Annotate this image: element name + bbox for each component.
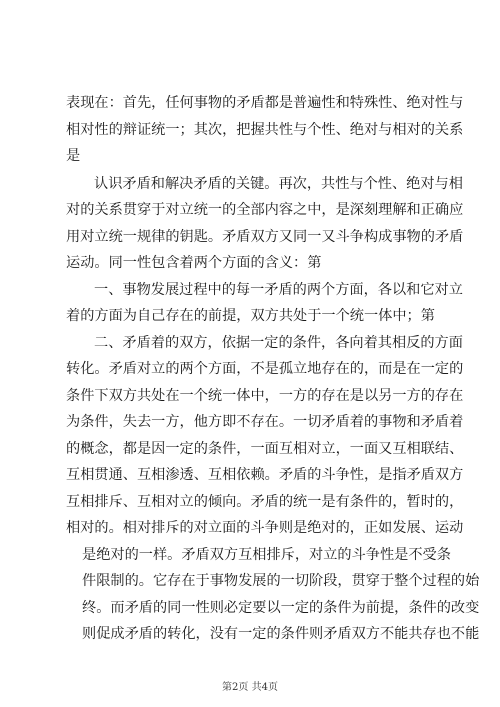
body-line-16: 互相排斥、互相对立的倾向。矛盾的统一是有条件的，暂时的， — [66, 494, 464, 510]
body-line-15: 互相贯通、互相渗透、互相依赖。矛盾的斗争性，是指矛盾双方 — [66, 467, 464, 483]
body-line-7: 运动。同一性包含着两个方面的含义：第 — [66, 255, 322, 271]
body-line-9: 着的方面为自己存在的前提，双方共处于一个统一体中；第 — [66, 308, 435, 324]
body-line-20: 终。而矛盾的同一性则必定要以一定的条件为前提，条件的改变 — [82, 600, 480, 616]
body-line-13: 为条件，失去一方，他方即不存在。一切矛盾着的事物和矛盾着 — [66, 414, 464, 430]
body-line-18: 是绝对的一样。矛盾双方互相排斥，对立的斗争性是不受条 — [82, 547, 451, 563]
body-line-17: 相对的。相对排斥的对立面的斗争则是绝对的，正如发展、运动 — [66, 520, 464, 536]
body-line-12: 条件下双方共处在一个统一体中，一方的存在是以另一方的存在 — [66, 388, 464, 404]
body-line-3: 是 — [66, 148, 81, 164]
body-line-10: 二、矛盾着的双方，依据一定的条件，各向着其相反的方面 — [94, 335, 463, 351]
body-line-4: 认识矛盾和解决矛盾的关键。再次，共性与个性、绝对与相 — [94, 176, 463, 192]
body-line-8: 一、事物发展过程中的每一矛盾的两个方面，各以和它对立 — [94, 282, 463, 298]
body-line-11: 转化。矛盾对立的两个方面，不是孤立地存在的，而是在一定的 — [66, 361, 464, 377]
body-line-21: 则促成矛盾的转化，没有一定的条件则矛盾双方不能共存也不能 — [82, 626, 480, 642]
body-line-6: 用对立统一规律的钥匙。矛盾双方又同一又斗争构成事物的矛盾 — [66, 229, 464, 245]
body-line-5: 对的关系贯穿于对立统一的全部内容之中，是深刻理解和正确应 — [66, 202, 464, 218]
body-line-2: 相对性的辩证统一；其次，把握共性与个性、绝对与相对的关系 — [66, 122, 464, 138]
body-line-1: 表现在：首先，任何事物的矛盾都是普遍性和特殊性、绝对性与 — [66, 95, 464, 111]
body-line-19: 件限制的。它存在于事物发展的一切阶段，贯穿于整个过程的始 — [82, 573, 480, 589]
page-number-footer: 第2页 共4页 — [222, 682, 278, 693]
body-line-14: 的概念，都是因一定的条件，一面互相对立，一面又互相联结、 — [66, 441, 464, 457]
